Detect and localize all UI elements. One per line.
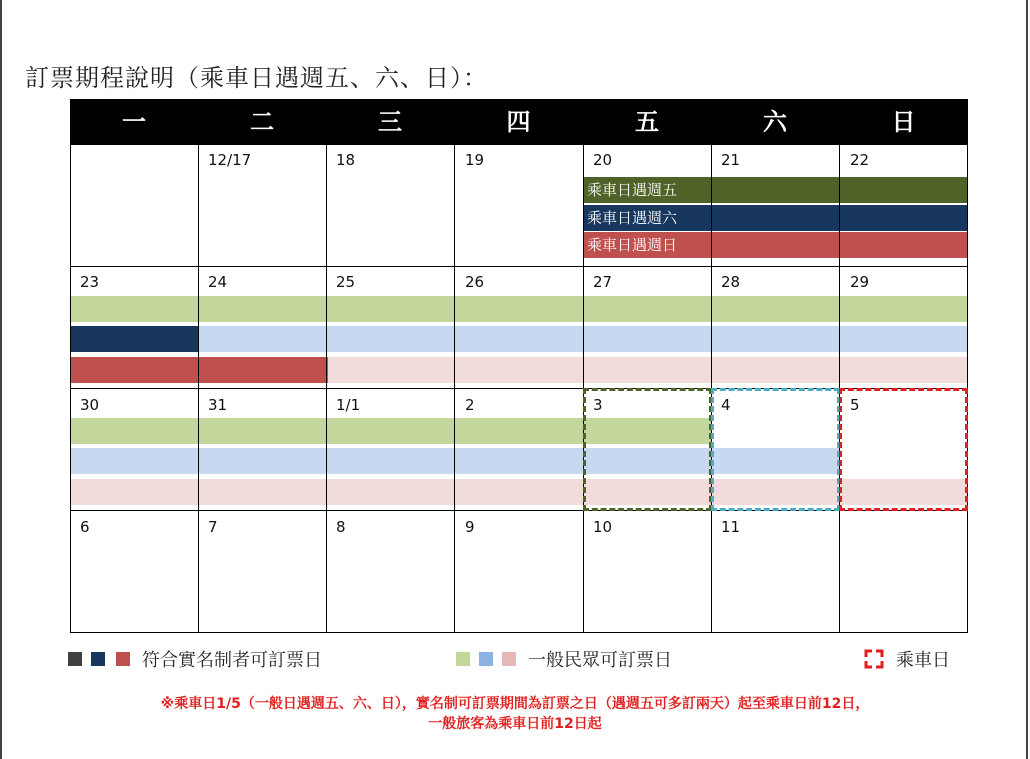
- grid-line: [70, 266, 968, 267]
- dashed-bracket-icon: [864, 649, 884, 669]
- date-cell: 9: [465, 518, 475, 536]
- date-cell: 6: [80, 518, 90, 536]
- date-cell: 28: [721, 273, 741, 291]
- bar-travel-sat-label: 乘車日遇週六: [587, 209, 678, 227]
- bar-realname-sat-w2: [70, 326, 198, 352]
- date-cell: 25: [336, 273, 356, 291]
- legend-general-label: 一般民眾可訂票日: [528, 650, 672, 671]
- date-cell: 5: [850, 396, 860, 414]
- bar-general-fri-w2: [70, 296, 968, 322]
- date-cell: 7: [208, 518, 218, 536]
- grid-line: [70, 632, 968, 633]
- bar-travel-fri: [583, 177, 968, 203]
- weekday-thu: 四: [506, 108, 531, 136]
- date-cell: 19: [465, 151, 485, 169]
- bar-general-sun-w2: [328, 357, 968, 383]
- weekday-sat: 六: [763, 108, 787, 136]
- grid-line: [326, 145, 327, 633]
- bar-travel-sun: [583, 232, 968, 258]
- page-title: 訂票期程說明（乘車日遇週五、六、日）：: [25, 64, 488, 92]
- weekday-tue: 二: [250, 108, 274, 136]
- booking-calendar: [70, 99, 968, 633]
- date-cell: 1/1: [336, 396, 361, 414]
- legend-swatch-light-blue: [479, 652, 493, 666]
- weekday-header: [70, 99, 968, 145]
- date-cell: 24: [208, 273, 228, 291]
- legend-travel-label: 乘車日: [896, 650, 950, 671]
- date-cell: 3: [593, 396, 603, 414]
- date-cell: 21: [721, 151, 741, 169]
- date-cell: 2: [465, 396, 475, 414]
- weekday-sun: 日: [891, 108, 916, 136]
- date-cell: 29: [850, 273, 870, 291]
- weekday-wed: 三: [378, 108, 402, 136]
- bar-travel-sat: [583, 205, 968, 231]
- legend-swatch-red: [116, 652, 130, 666]
- grid-line: [454, 145, 455, 633]
- legend-swatch-light-green: [456, 652, 470, 666]
- bar-travel-fri-label: 乘車日遇週五: [587, 181, 678, 199]
- date-cell: 20: [593, 151, 613, 169]
- date-cell: 11: [721, 518, 741, 536]
- bar-travel-sun-label: 乘車日遇週日: [587, 236, 678, 254]
- grid-line: [70, 145, 71, 633]
- date-cell: 30: [80, 396, 100, 414]
- date-cell: 4: [721, 396, 731, 414]
- legend-swatch-navy: [91, 652, 105, 666]
- date-cell: 27: [593, 273, 613, 291]
- legend-swatch-light-pink: [502, 652, 516, 666]
- date-cell: 22: [850, 151, 870, 169]
- bar-realname-sun-w2: [70, 357, 328, 383]
- grid-line: [198, 145, 199, 633]
- date-cell: 10: [593, 518, 613, 536]
- date-cell: 26: [465, 273, 485, 291]
- legend-realname-label: 符合實名制者可訂票日: [142, 650, 322, 671]
- note-line-2: 一般旅客為乘車日前12日起: [428, 716, 602, 732]
- date-cell: 18: [336, 151, 356, 169]
- date-cell: 31: [208, 396, 228, 414]
- date-cell: 12/17: [208, 151, 252, 169]
- note-line-1: ※乘車日1/5（一般日遇週五、六、日），實名制可訂票期間為訂票之日（遇週五可多訂兩天）起至乘車日前12日，: [160, 696, 870, 712]
- date-cell: 8: [336, 518, 346, 536]
- date-cell: 23: [80, 273, 100, 291]
- legend-swatch-gray: [68, 652, 82, 666]
- weekday-mon: 一: [122, 108, 146, 136]
- weekday-fri: 五: [635, 108, 659, 136]
